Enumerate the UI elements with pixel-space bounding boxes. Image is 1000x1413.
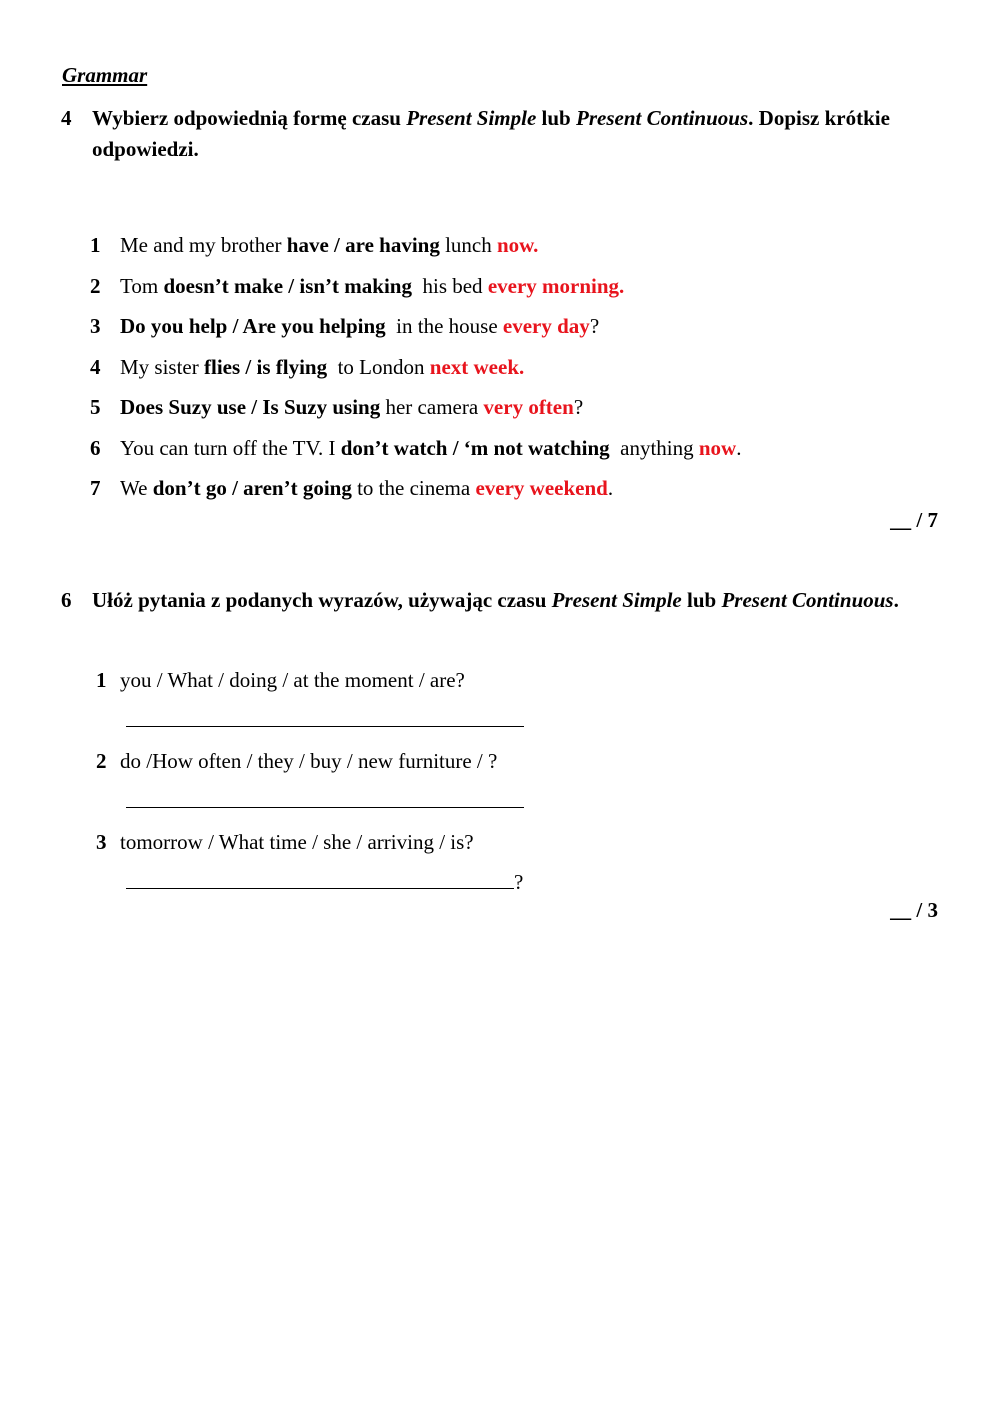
jumbled-words: do /How often / they / buy / new furniture / ? bbox=[120, 749, 498, 773]
item-text: ? bbox=[589, 314, 600, 338]
answer-blank[interactable] bbox=[126, 866, 514, 889]
instruction-tense-2: Present Continuous bbox=[576, 106, 749, 130]
exercise-item bbox=[90, 351, 950, 392]
item-choice[interactable]: have / are having bbox=[286, 233, 440, 257]
answer-blank[interactable] bbox=[126, 785, 524, 808]
question-prompt bbox=[96, 664, 896, 696]
question-prompt bbox=[96, 745, 896, 777]
exercise-6-number: 6 bbox=[61, 588, 72, 612]
time-expression: every weekend bbox=[475, 476, 608, 500]
exercise-6-items bbox=[96, 664, 896, 907]
exercise-4-score: __ / 7 bbox=[890, 508, 938, 532]
instruction-tense-2: Present Continuous bbox=[721, 588, 894, 612]
item-text: to London bbox=[327, 354, 430, 379]
answer-blank[interactable] bbox=[126, 704, 524, 727]
instruction-text: lub bbox=[536, 106, 576, 130]
instruction-text: Wybierz odpowiednią formę czasu bbox=[92, 106, 407, 130]
item-number: 2 bbox=[90, 273, 101, 298]
item-text: My sister bbox=[120, 354, 204, 379]
section-heading: Grammar bbox=[62, 63, 148, 87]
item-number: 4 bbox=[90, 354, 101, 379]
jumbled-words: you / What / doing / at the moment / are? bbox=[120, 668, 465, 692]
question-item bbox=[96, 664, 896, 745]
item-choice[interactable]: doesn’t make / isn’t making bbox=[163, 273, 412, 298]
exercise-item bbox=[90, 472, 950, 513]
exercise-4-items bbox=[90, 229, 950, 513]
item-choice[interactable]: Do you help / Are you helping bbox=[120, 314, 386, 338]
time-expression: next week. bbox=[429, 354, 525, 379]
exercise-item bbox=[90, 391, 950, 432]
time-expression: now bbox=[698, 435, 737, 460]
answer-line[interactable] bbox=[126, 866, 896, 898]
item-choice[interactable]: flies / is flying bbox=[204, 354, 328, 379]
item-text: to the cinema bbox=[351, 476, 476, 500]
item-number: 1 bbox=[90, 233, 101, 257]
answer-suffix: ? bbox=[514, 870, 524, 894]
exercise-6-instruction bbox=[92, 585, 952, 616]
time-expression: every morning. bbox=[487, 273, 625, 298]
item-number: 3 bbox=[90, 314, 101, 338]
instruction-text: . Dopisz krótkie odpowiedzi. bbox=[92, 106, 890, 161]
item-text: . bbox=[736, 435, 742, 460]
time-expression: now. bbox=[497, 233, 539, 257]
exercise-4-number: 4 bbox=[61, 106, 72, 130]
exercise-4-instruction bbox=[92, 103, 952, 165]
item-text: her camera bbox=[380, 395, 484, 419]
instruction-tense-1: Present Simple bbox=[406, 106, 537, 130]
answer-line[interactable] bbox=[126, 704, 896, 736]
item-choice[interactable]: Does Suzy use / Is Suzy using bbox=[120, 395, 381, 419]
exercise-item bbox=[90, 270, 950, 311]
item-choice[interactable]: don’t go / aren’t going bbox=[152, 476, 352, 500]
item-number: 6 bbox=[90, 435, 101, 460]
item-text: . bbox=[607, 476, 614, 500]
exercise-6-score: __ / 3 bbox=[890, 898, 938, 922]
time-expression: very often bbox=[483, 395, 574, 419]
time-expression: every day bbox=[502, 314, 590, 338]
item-text: Tom bbox=[120, 273, 164, 298]
item-text: his bed bbox=[411, 273, 488, 298]
jumbled-words: tomorrow / What time / she / arriving / is? bbox=[120, 830, 474, 854]
instruction-text: lub bbox=[681, 588, 722, 612]
instruction-text: . bbox=[893, 588, 899, 612]
question-prompt bbox=[96, 826, 896, 858]
item-number: 7 bbox=[90, 476, 101, 500]
exercise-item bbox=[90, 432, 950, 473]
instruction-text: Ułóż pytania z podanych wyrazów, używając czasu bbox=[92, 588, 552, 612]
item-text: Me and my brother bbox=[120, 233, 287, 257]
item-number: 2 bbox=[96, 749, 107, 773]
item-text: anything bbox=[609, 435, 699, 460]
item-number: 1 bbox=[96, 668, 107, 692]
exercise-item bbox=[90, 229, 950, 270]
exercise-item bbox=[90, 310, 950, 351]
item-number: 5 bbox=[90, 395, 101, 419]
item-text: You can turn off the TV. I bbox=[120, 435, 341, 460]
item-text: lunch bbox=[439, 233, 497, 257]
item-choice[interactable]: don’t watch / ‘m not watching bbox=[340, 435, 610, 460]
item-text: We bbox=[120, 476, 153, 500]
question-item bbox=[96, 826, 896, 907]
item-number: 3 bbox=[96, 830, 107, 854]
item-text: ? bbox=[573, 395, 584, 419]
item-text: in the house bbox=[385, 314, 503, 338]
instruction-tense-1: Present Simple bbox=[551, 588, 682, 612]
answer-line[interactable] bbox=[126, 785, 896, 817]
question-item bbox=[96, 745, 896, 826]
